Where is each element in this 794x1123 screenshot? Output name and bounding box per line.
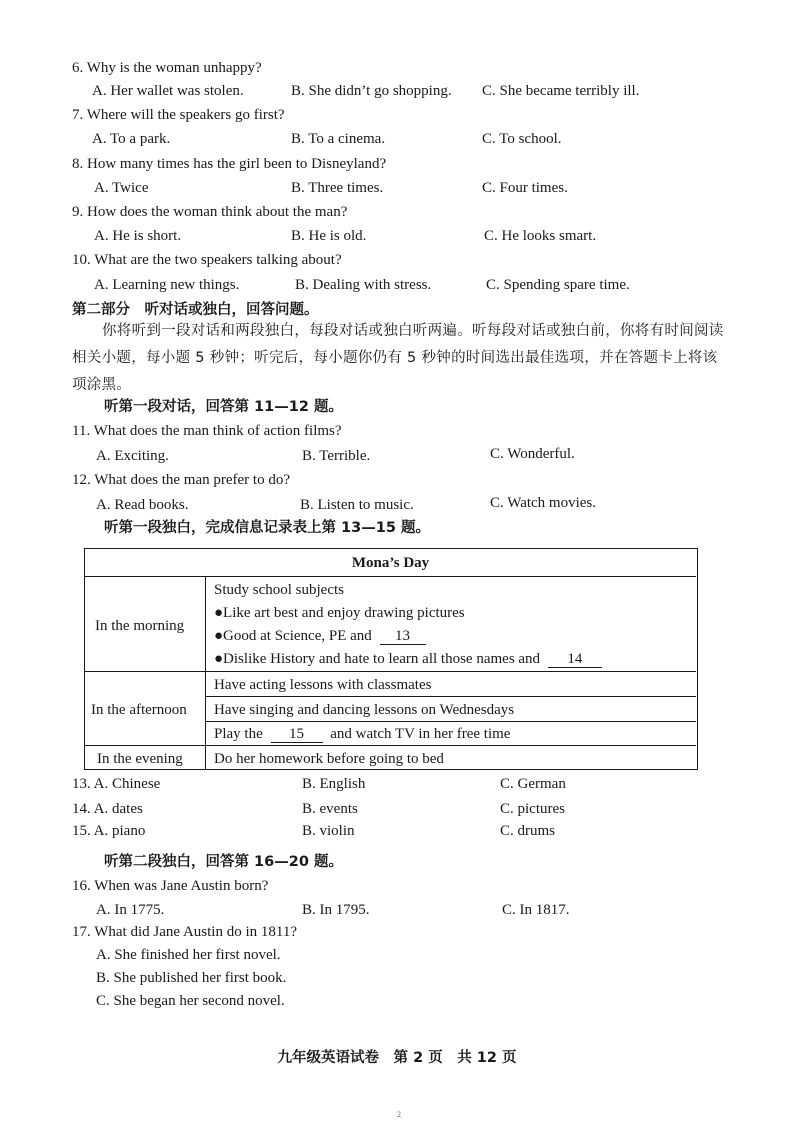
option-b: B. English — [302, 776, 366, 792]
option-b: B. Three times. — [291, 180, 384, 196]
divider — [205, 696, 696, 697]
option-c: C. To school. — [482, 131, 562, 147]
question-stem: 8. How many times has the girl been to Disneyland? — [72, 156, 387, 172]
table-cell-text: and watch TV in her free time — [330, 726, 511, 742]
option-c: C. She became terribly ill. — [482, 83, 640, 99]
question-stem: 9. How does the woman think about the man? — [72, 204, 348, 220]
divider — [85, 745, 696, 746]
sub-heading: 听第一段独白，完成信息记录表上第 13—15 题。 — [104, 520, 430, 536]
page-footer: 九年级英语试卷 第 2 页 共 12 页 — [277, 1050, 517, 1066]
option-c: C. Four times. — [482, 180, 568, 196]
table-cell-text: ●Good at Science, PE and — [214, 628, 372, 644]
option-b: B. She published her first book. — [96, 970, 287, 986]
row-label-morning: In the morning — [95, 618, 185, 634]
row-label-evening: In the evening — [97, 751, 183, 767]
row-label-afternoon: In the afternoon — [91, 702, 187, 718]
option-b: B. To a cinema. — [291, 131, 386, 147]
option-a: A. In 1775. — [96, 902, 165, 918]
option-c: C. He looks smart. — [484, 228, 597, 244]
question-stem: 10. What are the two speakers talking about? — [72, 252, 342, 268]
table-cell-text: ●Dislike History and hate to learn all those names and — [214, 651, 541, 667]
option-c: C. pictures — [500, 801, 565, 817]
option-c: C. German — [500, 776, 566, 792]
option-b: B. Dealing with stress. — [295, 277, 432, 293]
option-b: B. events — [302, 801, 358, 817]
option-a: A. Read books. — [96, 497, 189, 513]
option-a: A. To a park. — [92, 131, 171, 147]
table-cell — [214, 649, 602, 669]
option-b: B. In 1795. — [302, 902, 370, 918]
table-cell: ●Like art best and enjoy drawing pictures — [214, 605, 465, 621]
option-a: A. Her wallet was stolen. — [92, 83, 244, 99]
option-c: C. Spending spare time. — [486, 277, 630, 293]
divider — [205, 721, 696, 722]
page-mark: 2 — [397, 1110, 401, 1119]
question-stem: 12. What does the man prefer to do? — [72, 472, 290, 488]
table-cell: Have singing and dancing lessons on Wednesdays — [214, 702, 515, 718]
question-stem: 11. What does the man think of action films? — [72, 423, 342, 439]
option-c: C. In 1817. — [502, 902, 570, 918]
option-b: B. He is old. — [291, 228, 367, 244]
option-b: B. Terrible. — [302, 448, 371, 464]
option-c: C. drums — [500, 823, 556, 839]
option-a: A. She finished her first novel. — [96, 947, 281, 963]
question-stem: 14. A. dates — [72, 801, 143, 817]
question-stem: 16. When was Jane Austin born? — [72, 878, 269, 894]
divider — [85, 671, 696, 672]
blank-15: 15 — [271, 726, 323, 743]
sub-heading: 听第二段独白，回答第 16—20 题。 — [104, 854, 343, 870]
option-a: A. Exciting. — [96, 448, 169, 464]
info-record-table — [84, 548, 698, 770]
question-stem: 13. A. Chinese — [72, 776, 161, 792]
option-a: A. He is short. — [94, 228, 182, 244]
table-cell: Do her homework before going to bed — [214, 751, 444, 767]
section-instructions: 你将听到一段对话和两段独白，每段对话或独白听两遍。听每段对话或独白前，你将有时间阅读相关小题，每小题 5 秒钟；听完后，每小题你仍有 5 秒钟的时间选出最佳选项，并在答题卡上将该项涂黑。 — [72, 323, 724, 393]
option-a: A. Twice — [94, 180, 149, 196]
option-b: B. She didn’t go shopping. — [291, 83, 452, 99]
question-stem: 7. Where will the speakers go first? — [72, 107, 285, 123]
table-cell — [214, 724, 510, 744]
divider — [85, 576, 696, 577]
option-c: C. Wonderful. — [490, 446, 575, 462]
table-cell-text: Play the — [214, 726, 263, 742]
table-cell: Study school subjects — [214, 582, 344, 598]
table-title: Mona’s Day — [351, 555, 430, 571]
table-cell: Have acting lessons with classmates — [214, 677, 432, 693]
question-stem: 15. A. piano — [72, 823, 146, 839]
option-b: B. violin — [302, 823, 355, 839]
blank-13: 13 — [380, 628, 426, 645]
option-c: C. She began her second novel. — [96, 993, 285, 1009]
option-a: A. Learning new things. — [94, 277, 240, 293]
blank-14: 14 — [548, 651, 602, 668]
question-stem: 17. What did Jane Austin do in 1811? — [72, 924, 297, 940]
divider — [205, 576, 206, 769]
option-b: B. Listen to music. — [300, 497, 414, 513]
question-stem: 6. Why is the woman unhappy? — [72, 60, 262, 76]
sub-heading: 听第一段对话，回答第 11—12 题。 — [104, 399, 343, 415]
table-cell — [214, 626, 426, 646]
section-heading: 第二部分 听对话或独白，回答问题。 — [72, 302, 319, 318]
option-c: C. Watch movies. — [490, 495, 597, 511]
